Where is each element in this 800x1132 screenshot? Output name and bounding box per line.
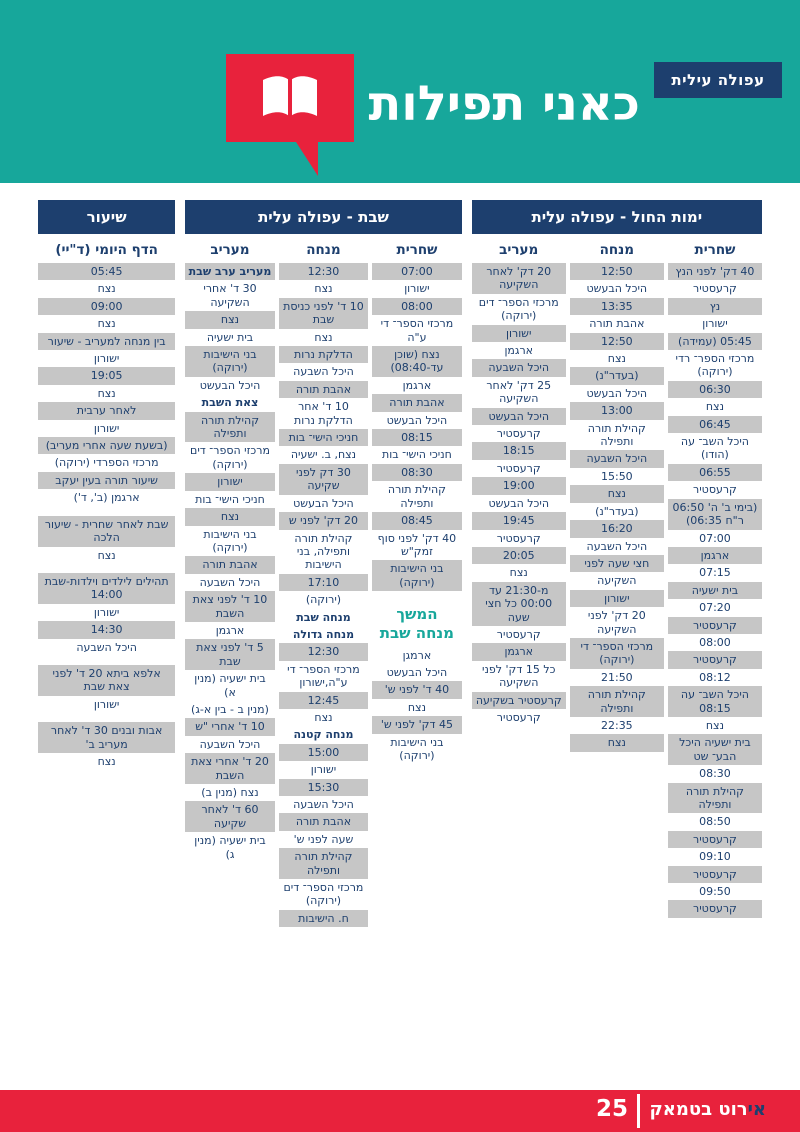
cell: היכל הבעשט	[386, 413, 448, 427]
cell: 08:12	[699, 670, 731, 684]
cell: שבת לאחר שחרית - שיעור הלכה	[38, 516, 175, 547]
cell: נצח	[570, 734, 664, 751]
cell: ישורון	[310, 763, 337, 777]
cell: (בימי ב' ה' 06:50 ר"ח 06:35)	[668, 499, 762, 530]
cell: נצח	[314, 282, 333, 296]
cell: נצח, ב. ישעיה	[290, 448, 357, 462]
cell: (בשעת שעה אחרי מעריב)	[38, 437, 175, 454]
column-shabbat-maariv	[185, 236, 274, 927]
cell: 13:00	[570, 402, 664, 419]
cell: ארגמן	[402, 378, 432, 392]
cell: 21:50	[600, 670, 633, 684]
cell: נצח	[705, 400, 724, 414]
cell: (בעדר"נ)	[595, 504, 639, 518]
open-book-icon	[261, 74, 319, 120]
cell: 40 דק' לפני הנץ	[668, 263, 762, 280]
cell: 10 ד' אחר הדלקת נרות	[294, 400, 353, 427]
cell: 08:30	[699, 767, 731, 781]
cell: קרעסטיר	[668, 651, 762, 668]
cell: 12:30	[279, 643, 368, 660]
cell: קהילת תורה ותפילה, בני הישיבות	[294, 531, 353, 572]
cell: נצח	[97, 386, 116, 400]
cell: ארגמן	[215, 623, 245, 637]
cell: חניכי הישי־ בות	[195, 492, 265, 506]
cell: ארגמן (ב', ד')	[73, 491, 140, 505]
cell: חניכי הישי־ בות	[382, 448, 452, 462]
column-header: מעריב	[210, 242, 250, 258]
cell: היכל השבעה	[199, 737, 261, 751]
cell: ישורון	[404, 282, 430, 296]
cell: קהילת תורה ותפילה	[587, 421, 646, 449]
cell: בית ישעיה	[206, 330, 254, 344]
cell: היכל השבעה	[472, 359, 566, 376]
block-shabbat	[185, 200, 461, 927]
cell: 08:00	[372, 298, 461, 315]
cell: היכל הבעשט	[586, 386, 648, 400]
cell: 20 ד' אחרי צאת השבת	[185, 753, 274, 784]
cell: קרעסטיר	[496, 531, 541, 545]
cell: בית ישעיה היכל הבע־ שט	[668, 734, 762, 765]
cell: ארגמן	[472, 643, 566, 660]
cell: מ-21:30 עד 00:00 כל חצי שעה	[472, 582, 566, 626]
cell: ישורון	[93, 352, 120, 366]
cell: 07:00	[372, 263, 461, 280]
cell: נצח	[97, 754, 116, 768]
cell: קהילת תורה ותפילה	[570, 686, 664, 717]
cell: 14:30	[38, 621, 175, 638]
cell: תהילים לילדים וילדות-שבת 14:00	[38, 573, 175, 604]
cell: 05:45	[38, 263, 175, 280]
cell: כל 15 דק' לפני השקיעה	[482, 662, 556, 690]
cell: 19:00	[472, 477, 566, 494]
cell: מרכזי הספר־ די ע"ה,ישורון	[287, 662, 360, 690]
column-weekday-shacharit	[668, 236, 762, 918]
cell: היכל הבעשט	[293, 496, 354, 510]
cell: ח. הישיבות	[279, 910, 368, 927]
cell: היכל השבעה	[199, 575, 261, 589]
cell: קרעסטיר	[668, 831, 762, 848]
cell: קהילת תורה ותפילה	[185, 412, 274, 443]
cell: (ירוקה)	[305, 593, 342, 607]
cell: היכל השבעה	[570, 450, 664, 467]
block-lesson	[38, 200, 175, 770]
cell: מנחה קטנה	[293, 728, 354, 742]
page-footer	[0, 1090, 800, 1132]
column-daf-yomi	[38, 236, 175, 770]
block-weekday-columns	[472, 236, 762, 918]
cell: 16:20	[570, 520, 664, 537]
page-header	[0, 0, 800, 183]
cell: 20 דק' לפני ש	[279, 512, 368, 529]
cell: נצח (מנין ב)	[201, 786, 259, 799]
cell: אהבת תורה	[279, 381, 368, 398]
cell: קהילת תורה ותפילה	[668, 783, 762, 814]
cell: ארגמן	[504, 344, 534, 358]
cell: 5 ד' לפני צאת שבת	[185, 639, 274, 670]
cell: מרכזי הספר־ די (ירוקה)	[570, 638, 664, 669]
book-badge	[226, 54, 354, 142]
cell: 60 ד' לאחר שקיעה	[185, 801, 274, 832]
cell: מרכזי הספר־ דים (ירוקה)	[190, 444, 270, 471]
cell: 20:05	[472, 547, 566, 564]
cell-spacer	[38, 713, 175, 722]
cell: 40 ד' לפני ש'	[372, 681, 461, 698]
cell: היכל השבעה	[76, 640, 137, 654]
cell: 30 ד' אחרי השקיעה	[203, 282, 257, 309]
cell: קהילת תורה ותפילה	[387, 483, 446, 510]
cell: היכל השב־ עה (הודו)	[680, 435, 749, 462]
cell: נצח	[509, 566, 528, 580]
cell: 15:30	[279, 779, 368, 796]
cell: 05:45 (עמידה)	[668, 333, 762, 350]
block-lesson-heading: שיעור	[38, 200, 175, 234]
cell: 18:15	[472, 442, 566, 459]
block-lesson-columns	[38, 236, 175, 770]
column-header: שחרית	[694, 242, 736, 258]
cell: בני הישיבות (ירוקה)	[372, 560, 461, 591]
cell: קרעסטיר	[496, 461, 541, 475]
cell: בית ישעיה (מנין ג)	[194, 834, 266, 861]
cell-spacer	[38, 656, 175, 665]
cell: שעה לפני ש'	[293, 832, 354, 846]
cell: 19:05	[38, 367, 175, 384]
cell: 08:45	[372, 512, 461, 529]
cell: נצח	[185, 508, 274, 525]
cell: אבות ובנים 30 ד' לאחר מעריב ב'	[38, 722, 175, 753]
city-tag: עפולה עילית	[654, 62, 782, 98]
cell-spacer	[38, 564, 175, 573]
cell: היכל השב־ עה 08:15	[668, 686, 762, 717]
cell: 06:45	[668, 416, 762, 433]
block-shabbat-heading: שבת - עפולה עלית	[185, 200, 461, 234]
footer-divider	[637, 1094, 640, 1128]
cell: 45 דק' לפני ש'	[372, 716, 461, 733]
cell: חצי שעה לפני	[570, 555, 664, 572]
cell: ארגמן	[668, 547, 762, 564]
cell: 40 דק' לפני סוף זמק"ש	[377, 531, 457, 558]
cell: קרעסטיר	[668, 866, 762, 883]
cell: מעריב ערב שבת	[185, 263, 274, 280]
schedule-tables	[38, 200, 762, 927]
cell: מרכזי הספר־ די ע"ה	[380, 317, 454, 344]
cell: 19:45	[472, 512, 566, 529]
cell: הדלקת נרות	[279, 346, 368, 363]
column-header: שחרית	[396, 242, 438, 258]
cell: נצח	[705, 718, 724, 732]
cell: אהבת תורה	[372, 394, 461, 411]
cell: ישורון	[570, 590, 664, 607]
cell: בית ישעיה	[668, 582, 762, 599]
cell: ישורון	[93, 697, 120, 711]
cell: היכל הבעשט	[199, 378, 261, 392]
cell: ישורון	[702, 317, 728, 331]
cell: 20 דק' לפני השקיעה	[587, 609, 646, 636]
cell: (מנין ב - בין א-ג)	[191, 702, 269, 716]
cell: אהבת תורה	[185, 556, 274, 573]
cell: היכל השבעה	[586, 539, 648, 553]
cell: 20 דק' לאחר השקיעה	[472, 263, 566, 294]
cell: 06:30	[668, 381, 762, 398]
cell: נצח	[314, 710, 333, 724]
cell: 17:10	[279, 574, 368, 591]
cell: מרכזי הספר־ דים (ירוקה)	[478, 295, 559, 323]
cell: קרעסטיר	[496, 627, 541, 641]
cell: קרעסטיר	[496, 710, 541, 724]
cell: בני הישיבות (ירוקה)	[390, 735, 444, 763]
cell: מרכזי הספר־ דים (ירוקה)	[283, 881, 364, 908]
cell: (בעדר"נ)	[570, 367, 664, 384]
cell: נצח	[97, 548, 116, 562]
cell: 12:45	[279, 692, 368, 709]
column-shabbat-mincha	[279, 236, 368, 927]
cell: 22:35	[600, 718, 633, 732]
cell: היכל הבעשט	[472, 408, 566, 425]
cell: 06:55	[668, 464, 762, 481]
cell: היכל הבעשט	[586, 282, 648, 296]
cell: 30 דק לפני שקיעה	[279, 464, 368, 495]
cell: נצח	[185, 311, 274, 328]
brand-label	[649, 1099, 766, 1120]
cell: היכל הבעשט	[386, 666, 448, 680]
cell: אהבת תורה	[589, 317, 645, 331]
cell: היכל הבעשט	[488, 496, 550, 510]
cell: 15:00	[279, 744, 368, 761]
continuation-line-1: המשך	[396, 605, 438, 624]
cell: 09:50	[699, 885, 731, 899]
cell: קרעסטיר בשקיעה	[472, 692, 566, 709]
cell: 09:00	[38, 298, 175, 315]
cell: 07:00	[699, 531, 731, 545]
cell: נץ	[668, 298, 762, 315]
cell: 08:30	[372, 464, 461, 481]
cell: קרעסטיר	[668, 617, 762, 634]
cell: 07:15	[699, 566, 731, 580]
cell: 07:20	[699, 601, 731, 615]
cell: נצח (שוכן עד-08:40)	[372, 346, 461, 377]
block-shabbat-columns	[185, 236, 461, 927]
block-weekday-heading: ימות החול - עפולה עלית	[472, 200, 762, 234]
cell: נצח	[607, 352, 626, 366]
brand-rest: רוט בטמאק	[649, 1099, 748, 1120]
column-header: הדף היומי (ד"יי)	[55, 242, 158, 258]
cell: קרעסטיר	[693, 483, 737, 497]
cell: ארמגן	[402, 648, 432, 662]
cell: 12:50	[570, 263, 664, 280]
cell: מנחה גדולה	[292, 627, 355, 641]
cell: 25 דק' לאחר השקיעה	[486, 378, 552, 406]
cell: שיעור תורה בעין יעקב	[38, 472, 175, 489]
cell: 08:00	[699, 635, 731, 649]
cell: בני הישיבות (ירוקה)	[185, 346, 274, 377]
column-header: מנחה	[306, 242, 341, 258]
cell: אלפא ביתא 20 ד' לפני צאת שבת	[38, 665, 175, 696]
cell: נצח	[407, 700, 426, 714]
cell: 10 ד' לפני צאת השבת	[185, 591, 274, 622]
column-shabbat-shacharit	[372, 236, 461, 927]
page-title: כאני תפילות	[368, 76, 640, 132]
cell: 12:30	[279, 263, 368, 280]
continuation-title	[372, 591, 461, 647]
cell: אהבת תורה	[279, 813, 368, 830]
column-header: מנחה	[599, 242, 635, 258]
cell: 08:15	[372, 429, 461, 446]
cell: חניכי הישי־ בות	[279, 429, 368, 446]
cell: ישורון	[185, 473, 274, 490]
cell: קרעסטיר	[668, 900, 762, 917]
cell: בית ישעיה (מנין א)	[194, 672, 266, 699]
cell: קרעסטיר	[496, 427, 541, 441]
cell: לאחר ערבית	[38, 402, 175, 419]
cell: נצח	[314, 330, 333, 344]
cell: מרכזי הספר־ רדי (ירוקה)	[675, 352, 755, 379]
cell: 10 ד' אחרי "ש	[185, 718, 274, 735]
cell: 08:50	[699, 815, 731, 829]
cell: קהילת תורה ותפילה	[279, 848, 368, 879]
cell: בני הישיבות (ירוקה)	[203, 527, 257, 554]
cell: השקיעה	[597, 574, 637, 588]
cell: היכל השבעה	[293, 365, 354, 379]
cell: ישורון	[472, 325, 566, 342]
cell: צאת השבת	[201, 396, 259, 410]
cell: 10 ד' לפני כניסת שבת	[279, 298, 368, 329]
block-weekday	[472, 200, 762, 918]
cell: היכל השבעה	[293, 798, 354, 811]
cell: 13:35	[570, 298, 664, 315]
cell: קרעסטיר	[693, 282, 737, 296]
cell: 12:50	[570, 333, 664, 350]
cell: מרכזי הספרדי (ירוקה)	[54, 456, 159, 470]
continuation-line-2: מנחה שבת	[379, 623, 455, 642]
cell: 09:10	[699, 850, 731, 864]
cell: בין מנחה למעריב - שיעור	[38, 333, 175, 350]
brand-accent: אי	[747, 1099, 766, 1120]
cell: נצח	[570, 485, 664, 502]
column-weekday-maariv	[472, 236, 566, 918]
column-header: מעריב	[499, 242, 539, 258]
cell-spacer	[38, 507, 175, 516]
title-block	[226, 54, 640, 142]
cell: ישורון	[93, 421, 120, 435]
page-number: 25	[595, 1096, 628, 1122]
cell: ישורון	[93, 605, 120, 619]
cell: נצח	[97, 282, 116, 296]
cell: נצח	[97, 317, 116, 331]
column-weekday-mincha	[570, 236, 664, 918]
cell: מנחה שבת	[296, 610, 351, 624]
cell: 15:50	[600, 469, 633, 483]
